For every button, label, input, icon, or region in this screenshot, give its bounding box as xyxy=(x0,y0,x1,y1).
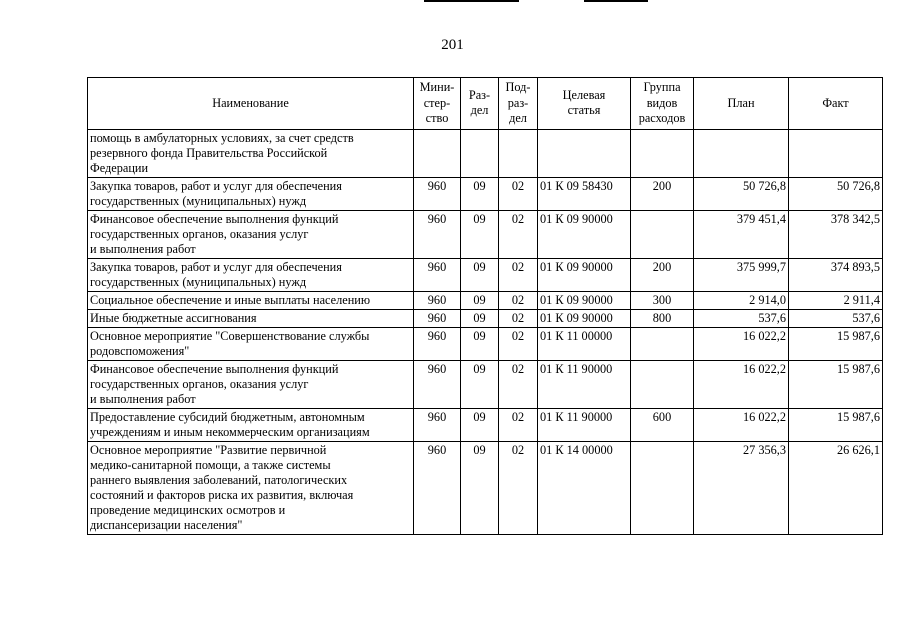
target-item-cell: 01 К 11 90000 xyxy=(538,360,631,408)
subsection-cell: 02 xyxy=(499,441,538,534)
expense-group-cell: 200 xyxy=(631,258,694,291)
top-rule-right xyxy=(584,0,648,2)
budget-table xyxy=(87,77,883,535)
fact-cell: 15 987,6 xyxy=(789,408,883,441)
target-item-cell: 01 К 09 90000 xyxy=(538,309,631,327)
row-name-cell: Иные бюджетные ассигнования xyxy=(88,309,414,327)
expense-group-cell: 300 xyxy=(631,291,694,309)
header-subsection: Под- раз- дел xyxy=(499,78,538,130)
ministry-cell xyxy=(414,129,461,177)
ministry-cell: 960 xyxy=(414,291,461,309)
section-cell xyxy=(461,129,499,177)
row-name-cell: Предоставление субсидий бюджетным, автономным учреждениям и иным некоммерческим организациям xyxy=(88,408,414,441)
header-target-item: Целевая статья xyxy=(538,78,631,130)
table-row xyxy=(88,309,883,327)
subsection-cell: 02 xyxy=(499,408,538,441)
header-plan: План xyxy=(694,78,789,130)
plan-cell: 16 022,2 xyxy=(694,327,789,360)
ministry-cell: 960 xyxy=(414,327,461,360)
ministry-cell: 960 xyxy=(414,309,461,327)
table-header-row xyxy=(88,78,883,130)
section-cell: 09 xyxy=(461,360,499,408)
table-row xyxy=(88,291,883,309)
subsection-cell: 02 xyxy=(499,258,538,291)
target-item-cell: 01 К 11 90000 xyxy=(538,408,631,441)
page-number: 201 xyxy=(441,37,464,53)
subsection-cell: 02 xyxy=(499,309,538,327)
table-row xyxy=(88,177,883,210)
plan-cell: 2 914,0 xyxy=(694,291,789,309)
fact-cell: 537,6 xyxy=(789,309,883,327)
header-section: Раз- дел xyxy=(461,78,499,130)
table-row xyxy=(88,441,883,534)
section-cell: 09 xyxy=(461,327,499,360)
subsection-cell: 02 xyxy=(499,291,538,309)
expense-group-cell xyxy=(631,441,694,534)
plan-cell xyxy=(694,129,789,177)
fact-cell: 50 726,8 xyxy=(789,177,883,210)
header-fact: Факт xyxy=(789,78,883,130)
expense-group-cell xyxy=(631,327,694,360)
target-item-cell: 01 К 09 90000 xyxy=(538,291,631,309)
target-item-cell: 01 К 09 90000 xyxy=(538,210,631,258)
expense-group-cell xyxy=(631,360,694,408)
subsection-cell: 02 xyxy=(499,360,538,408)
table-row xyxy=(88,360,883,408)
plan-cell: 16 022,2 xyxy=(694,408,789,441)
subsection-cell: 02 xyxy=(499,210,538,258)
subsection-cell: 02 xyxy=(499,177,538,210)
ministry-cell: 960 xyxy=(414,258,461,291)
plan-cell: 16 022,2 xyxy=(694,360,789,408)
fact-cell: 378 342,5 xyxy=(789,210,883,258)
top-rule-left xyxy=(424,0,519,2)
row-name-cell: Финансовое обеспечение выполнения функций государственных органов, оказания услуг и выполнения работ xyxy=(88,210,414,258)
fact-cell: 374 893,5 xyxy=(789,258,883,291)
plan-cell: 50 726,8 xyxy=(694,177,789,210)
target-item-cell: 01 К 09 90000 xyxy=(538,258,631,291)
row-name-cell: Социальное обеспечение и иные выплаты населению xyxy=(88,291,414,309)
fact-cell: 2 911,4 xyxy=(789,291,883,309)
row-name-cell: помощь в амбулаторных условиях, за счет средств резервного фонда Правительства Российской Федерации xyxy=(88,129,414,177)
subsection-cell xyxy=(499,129,538,177)
expense-group-cell: 800 xyxy=(631,309,694,327)
subsection-cell: 02 xyxy=(499,327,538,360)
plan-cell: 27 356,3 xyxy=(694,441,789,534)
section-cell: 09 xyxy=(461,291,499,309)
header-name: Наименование xyxy=(88,78,414,130)
expense-group-cell: 600 xyxy=(631,408,694,441)
plan-cell: 375 999,7 xyxy=(694,258,789,291)
expense-group-cell: 200 xyxy=(631,177,694,210)
table-row xyxy=(88,327,883,360)
row-name-cell: Закупка товаров, работ и услуг для обеспечения государственных (муниципальных) нужд xyxy=(88,177,414,210)
ministry-cell: 960 xyxy=(414,441,461,534)
target-item-cell xyxy=(538,129,631,177)
ministry-cell: 960 xyxy=(414,210,461,258)
target-item-cell: 01 К 09 58430 xyxy=(538,177,631,210)
fact-cell: 15 987,6 xyxy=(789,327,883,360)
header-ministry: Мини- стер- ство xyxy=(414,78,461,130)
table-row xyxy=(88,129,883,177)
fact-cell xyxy=(789,129,883,177)
section-cell: 09 xyxy=(461,210,499,258)
row-name-cell: Финансовое обеспечение выполнения функций государственных органов, оказания услуг и выполнения работ xyxy=(88,360,414,408)
table-row xyxy=(88,258,883,291)
section-cell: 09 xyxy=(461,408,499,441)
table-row xyxy=(88,408,883,441)
fact-cell: 26 626,1 xyxy=(789,441,883,534)
ministry-cell: 960 xyxy=(414,177,461,210)
ministry-cell: 960 xyxy=(414,360,461,408)
plan-cell: 537,6 xyxy=(694,309,789,327)
table-row xyxy=(88,210,883,258)
expense-group-cell xyxy=(631,129,694,177)
row-name-cell: Основное мероприятие "Совершенствование службы родовспоможения" xyxy=(88,327,414,360)
section-cell: 09 xyxy=(461,258,499,291)
row-name-cell: Закупка товаров, работ и услуг для обеспечения государственных (муниципальных) нужд xyxy=(88,258,414,291)
ministry-cell: 960 xyxy=(414,408,461,441)
section-cell: 09 xyxy=(461,441,499,534)
target-item-cell: 01 К 11 00000 xyxy=(538,327,631,360)
section-cell: 09 xyxy=(461,309,499,327)
plan-cell: 379 451,4 xyxy=(694,210,789,258)
row-name-cell: Основное мероприятие "Развитие первичной медико-санитарной помощи, а также системы раннего выявления заболеваний, патологических состояний и факторов риска их развития, включая проведение медицинских осмотров и диспансеризации населения" xyxy=(88,441,414,534)
target-item-cell: 01 К 14 00000 xyxy=(538,441,631,534)
expense-group-cell xyxy=(631,210,694,258)
header-expense-group: Группа видов расходов xyxy=(631,78,694,130)
section-cell: 09 xyxy=(461,177,499,210)
fact-cell: 15 987,6 xyxy=(789,360,883,408)
